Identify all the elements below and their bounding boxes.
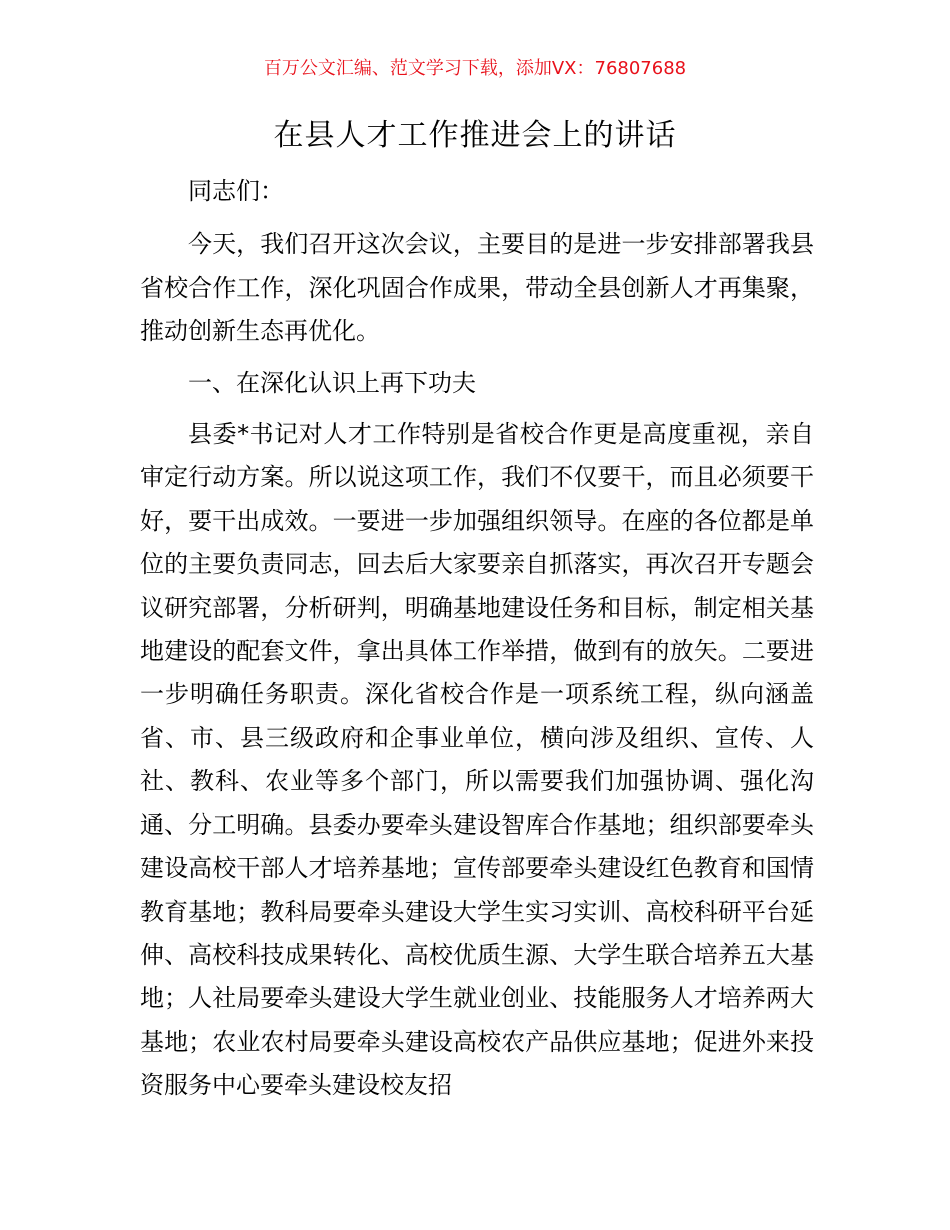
document-body: [140, 170, 814, 1108]
paragraph-section-1: 县委*书记对人才工作特别是省校合作更是高度重视，亲自审定行动方案。所以说这项工作，我们不仅要干，而且必须要干好，要干出成效。一要进一步加强组织领导。在座的各位都是单位的主要负责同志，回去后大家要亲自抓落实，再次召开专题会议研究部署，分析研判，明确基地建设任务和目标，制定相关基地建设的配套文件，拿出具体工作举措，做到有的放矢。二要进一步明确任务职责。深化省校合作是一项系统工程，纵向涵盖省、市、县三级政府和企事业单位，横向涉及组织、宣传、人社、教科、农业等多个部门，所以需要我们加强协调、强化沟通、分工明确。县委办要牵头建设智库合作基地；组织部要牵头建设高校干部人才培养基地；宣传部要牵头建设红色教育和国情教育基地；教科局要牵头建设大学生实习实训、高校科研平台延伸、高校科技成果转化、高校优质生源、大学生联合培养五大基地；人社局要牵头建设大学生就业创业、技能服务人才培养两大基地；农业农村局要牵头建设高校农产品供应基地；促进外来投资服务中心要牵头建设校友招: [140, 420, 814, 1100]
section-heading-1: 一、在深化认识上再下功夫: [188, 368, 476, 397]
header-watermark-note: 百万公文汇编、范文学习下载，添加VX：76807688: [263, 58, 687, 79]
document-title: 在县人才工作推进会上的讲话: [273, 118, 677, 153]
salutation: 同志们：: [188, 177, 284, 205]
paragraph-intro: 今天，我们召开这次会议，主要目的是进一步安排部署我县省校合作工作，深化巩固合作成果，带动全县创新人才再集聚，推动创新生态再优化。: [140, 230, 814, 346]
